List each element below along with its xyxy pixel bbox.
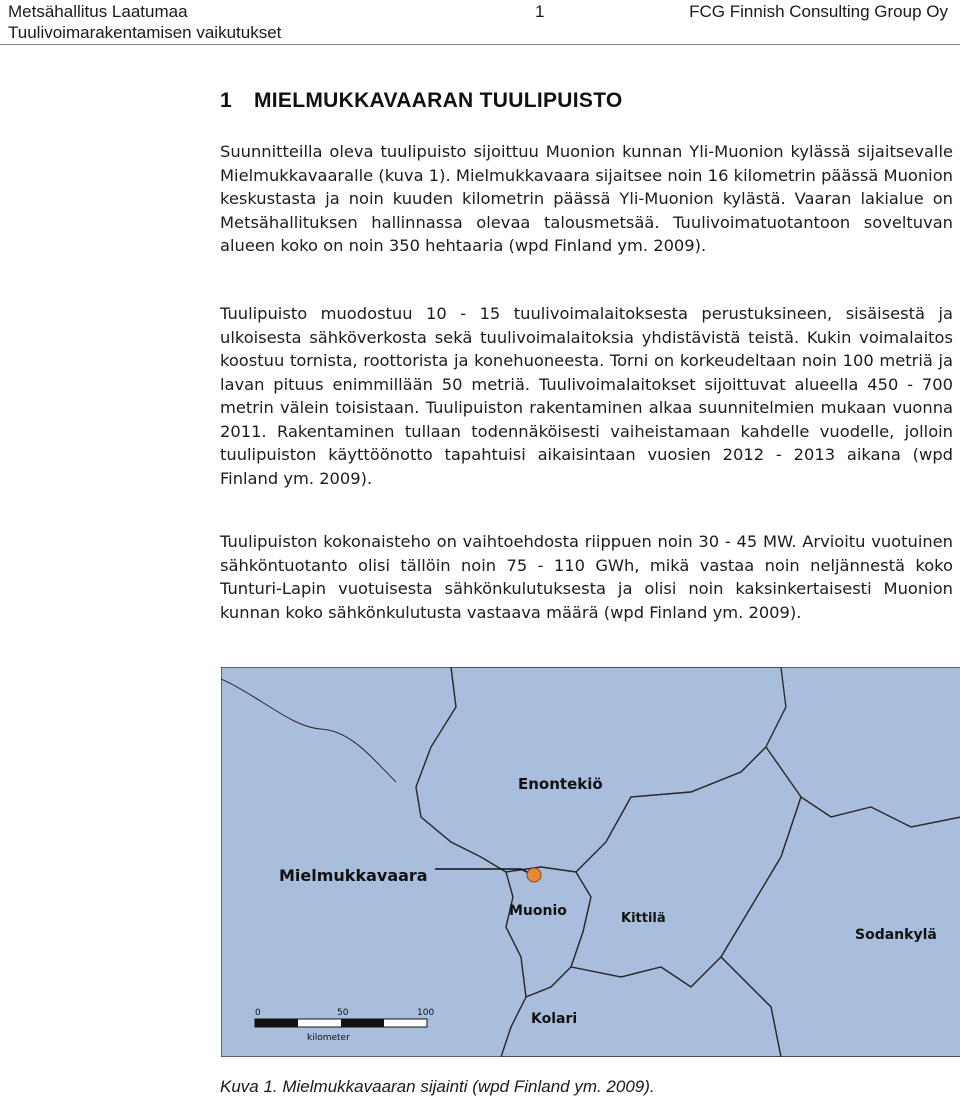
site-marker — [527, 868, 541, 882]
scale-unit: kilometer — [307, 1033, 350, 1043]
label-kolari: Kolari — [531, 1011, 578, 1027]
paragraph-capacity: Tuulipuiston kokonaisteho on vaihtoehdosta riippuen noin 30 - 45 MW. Arvioitu vuotuinen sähköntuotanto olisi tällöin noin 75 - 110 GWh, mikä vastaa noin neljännestä koko Tunturi-Lapin vuotuisesta sähkönkulutuksesta ja olisi noin kaksinkertaisesti Muonion kunnan koko sähkönkulutusta vastaava määrä (wpd Finland ym. 2009). — [220, 532, 953, 622]
scale-bar-segment — [341, 1019, 384, 1027]
label-muonio: Muonio — [509, 903, 567, 919]
scale-tick-50: 50 — [337, 1008, 349, 1018]
header-document-title: Tuulivoimarakentamisen vaikutukset — [8, 23, 282, 42]
figure-caption: Kuva 1. Mielmukkavaaran sijainti (wpd Finland ym. 2009). — [220, 1077, 655, 1096]
header-company: FCG Finnish Consulting Group Oy — [689, 2, 948, 21]
paragraph-location: Suunnitteilla oleva tuulipuisto sijoittuu Muonion kunnan Yli-Muonion kylässä sijaitsevalle Mielmukkavaaralle (kuva 1). Mielmukkavaara sijaitsee noin 16 kilometrin päässä Muonion keskustasta ja noin kuuden kilometrin päässä Yli-Muonion kylästä. Vaaran lakialue on Metsähallituksen hallinnassa olevaa talousmetsää. Tuulivoimatuotantoon soveltuvan alueen koko on noin 350 hehtaaria (wpd Finland ym. 2009). — [220, 142, 953, 255]
scale-bar-segment — [255, 1019, 298, 1027]
label-sodankyla: Sodankylä — [855, 927, 937, 943]
map-graphic — [221, 667, 960, 1057]
label-enontekio: Enontekiö — [518, 775, 603, 793]
header-divider — [0, 44, 960, 45]
scale-tick-100: 100 — [417, 1008, 435, 1018]
scale-tick-0: 0 — [255, 1008, 261, 1018]
label-site: Mielmukkavaara — [279, 866, 428, 885]
location-map — [221, 667, 960, 1057]
paragraph-structure: Tuulipuisto muodostuu 10 - 15 tuulivoimalaitoksesta perustuksineen, sisäisestä ja ulkoisesta sähköverkosta sekä tuulivoimalaitoksia yhdistävistä teistä. Kukin voimalaitos koostuu tornista, roottorista ja konehuoneesta. Torni on korkeudeltaan noin 100 metriä ja lavan pituus enimmillään 50 metriä. Tuulivoimalaitokset sijoittuvat alueella 450 - 700 metrin välein toisistaan. Tuulipuiston rakentaminen alkaa suunnitelmien mukaan vuonna 2011. Rakentaminen tullaan todennäköisesti vaiheistamaan kahdelle vuodelle, jolloin tuulipuiston käyttöönotto tapahtuisi aikaisintaan vuosien 2012 - 2013 aikana (wpd Finland ym. 2009). — [220, 304, 953, 488]
page-number: 1 — [535, 2, 545, 21]
header-left — [8, 1, 281, 43]
section-number: 1 — [220, 89, 232, 112]
section-heading — [220, 89, 623, 113]
header-organization: Metsähallitus Laatumaa — [8, 2, 188, 21]
label-kittila: Kittilä — [621, 911, 666, 926]
section-title: MIELMUKKAVAARAN TUULIPUISTO — [253, 89, 623, 112]
